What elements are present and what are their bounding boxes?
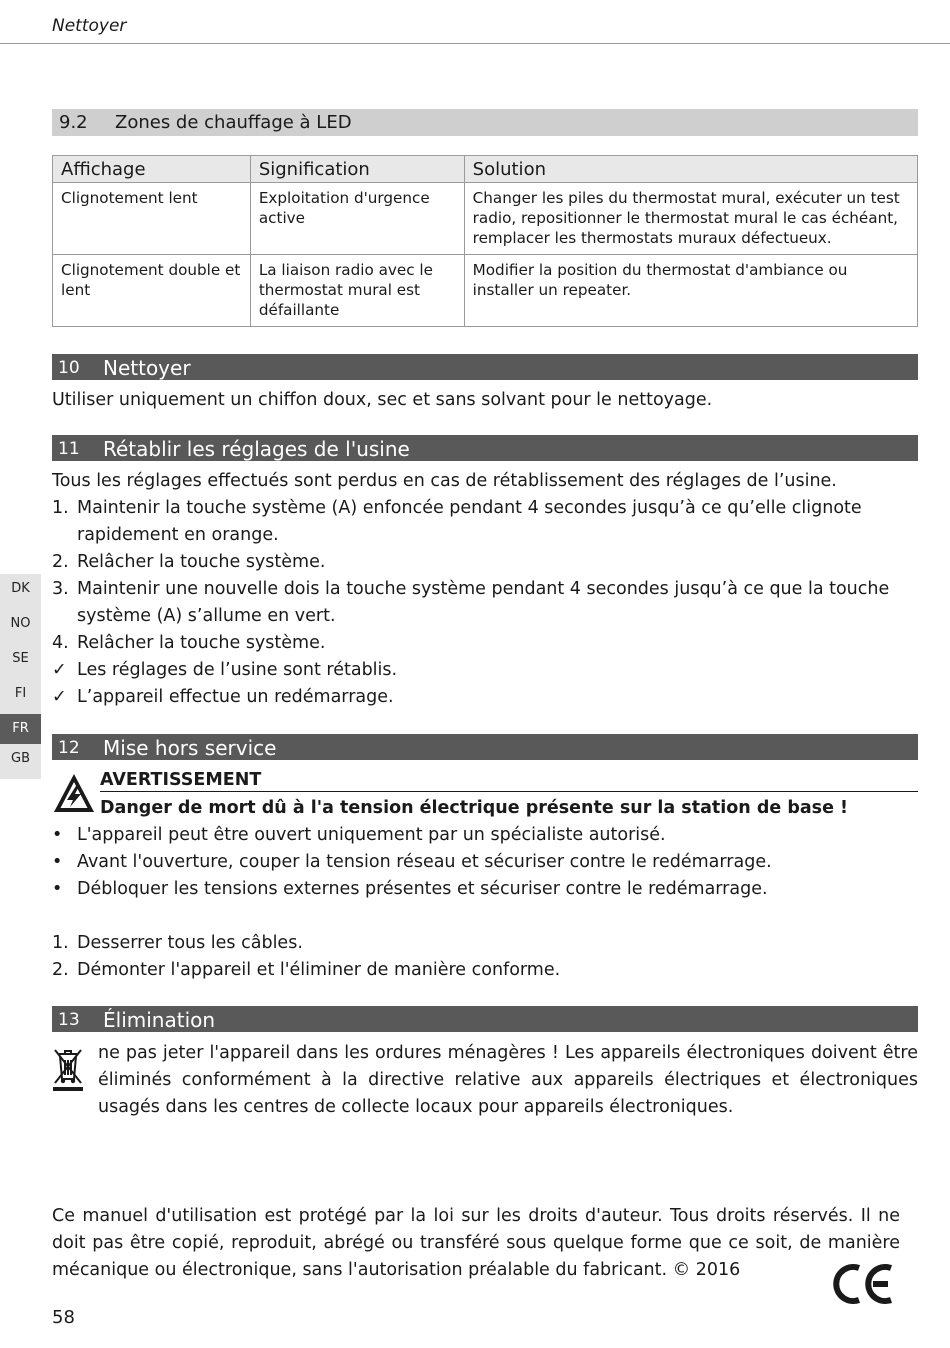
decommission-steps [52,930,918,984]
section-11-heading [52,435,918,461]
section-number: 13 [58,1010,80,1030]
section-number: 10 [58,358,80,378]
section-9-2-heading [52,109,918,136]
list-item [52,495,918,549]
table-cell: La liaison radio avec le thermostat mural est défaillante [250,255,464,327]
bullet: • [52,825,63,845]
list-item [52,549,918,576]
step-number: 2. [52,960,69,980]
table-cell: Changer les piles du thermostat mural, exécuter un test radio, repositionner le thermostat mural le cas échéant, remplacer les thermostats muraux défectueux. [464,183,917,255]
language-tab-no[interactable]: NO [0,609,41,644]
list-item [52,630,918,657]
table-row [53,255,918,327]
section-number: 12 [58,738,80,758]
step-number: 3. [52,579,69,599]
cleaning-instruction: Utiliser uniquement un chiffon doux, sec et sans solvant pour le nettoyage. [52,390,713,410]
warning-title: AVERTISSEMENT [100,769,918,792]
list-item [52,822,918,849]
language-tabs [0,574,41,779]
warning-text: Danger de mort dû à l'a tension électrique présente sur la station de base ! [100,798,849,818]
column-header-signification: Signification [250,156,464,183]
step-number: 2. [52,552,69,572]
language-tab-gb[interactable]: GB [0,744,41,779]
copyright-notice: Ce manuel d'utilisation est protégé par la loi sur les droits d'auteur. Tous droits réservés. Il ne doit pas être copié, reproduit, abrégé ou transféré sous quelque forme que ce soit, de manière mécanique ou électronique, sans l'autorisation préalable du fabricant. © 2016 [52,1206,900,1280]
result-text: Les réglages de l’usine sont rétablis. [77,660,398,680]
step-text: Maintenir la touche système (A) enfoncée pendant 4 secondes jusqu’à ce qu’elle clignote rapidement en orange. [77,498,862,545]
crossed-out-bin-icon [52,1045,84,1093]
table-row [53,183,918,255]
step-text: Relâcher la touche système. [77,552,326,572]
step-number: 1. [52,933,69,953]
language-tab-fr[interactable]: FR [0,714,41,744]
bullet: • [52,852,63,872]
language-tab-se[interactable]: SE [0,644,41,679]
table-cell: Clignotement lent [53,183,251,255]
ce-mark-icon [832,1262,896,1306]
language-tab-fi[interactable]: FI [0,679,41,714]
section-title: Rétablir les réglages de l'usine [103,437,410,461]
section-number: 11 [58,439,80,459]
factory-reset-intro: Tous les réglages effectués sont perdus en cas de rétablissement des réglages de l’usine. [52,471,837,491]
table-cell: Clignotement double et lent [53,255,251,327]
column-header-affichage: Affichage [53,156,251,183]
section-title: Nettoyer [103,356,191,380]
table-cell: Modifier la position du thermostat d'ambiance ou installer un repeater. [464,255,917,327]
checkmark-icon: ✓ [52,660,67,680]
step-number: 4. [52,633,69,653]
step-number: 1. [52,498,69,518]
section-10-heading [52,354,918,380]
bullet-text: Avant l'ouverture, couper la tension réseau et sécuriser contre le redémarrage. [77,852,772,872]
factory-reset-steps [52,495,918,711]
step-text: Desserrer tous les câbles. [77,933,303,953]
step-text: Relâcher la touche système. [77,633,326,653]
disposal-text: ne pas jeter l'appareil dans les ordures ménagères ! Les appareils électroniques doivent être éliminés conformément à la directive relative aux appareils électriques et électroniques usagés dans les centres de collecte locaux pour appareils électroniques. [98,1043,918,1117]
section-title: Mise hors service [103,736,277,760]
bullet-text: Débloquer les tensions externes présentes et sécuriser contre le redémarrage. [77,879,768,899]
bullet: • [52,879,63,899]
list-item [52,930,918,957]
result-text: L’appareil effectue un redémarrage. [77,687,394,707]
header-rule [0,43,950,44]
high-voltage-warning-icon [52,772,96,814]
bullet-text: L'appareil peut être ouvert uniquement par un spécialiste autorisé. [77,825,666,845]
list-item [52,849,918,876]
language-tab-dk[interactable]: DK [0,574,41,609]
step-text: Démonter l'appareil et l'éliminer de manière conforme. [77,960,561,980]
running-header-title: Nettoyer [52,16,127,36]
section-title: Zones de chauffage à LED [115,112,352,133]
step-text: Maintenir une nouvelle dois la touche système pendant 4 secondes jusqu’à ce que la touche système (A) s’allume en vert. [77,579,890,626]
table-cell: Exploitation d'urgence active [250,183,464,255]
list-item [52,876,918,903]
checkmark-icon: ✓ [52,687,67,707]
section-12-heading [52,734,918,760]
list-item [52,957,918,984]
table-header-row [53,156,918,183]
section-number: 9.2 [59,112,88,133]
list-item [52,576,918,630]
list-item [52,684,918,711]
page-number: 58 [52,1307,75,1328]
section-title: Élimination [103,1008,216,1032]
column-header-solution: Solution [464,156,917,183]
led-zones-table [52,155,918,327]
section-13-heading [52,1006,918,1032]
decommission-safety-bullets [52,822,918,903]
list-item [52,657,918,684]
